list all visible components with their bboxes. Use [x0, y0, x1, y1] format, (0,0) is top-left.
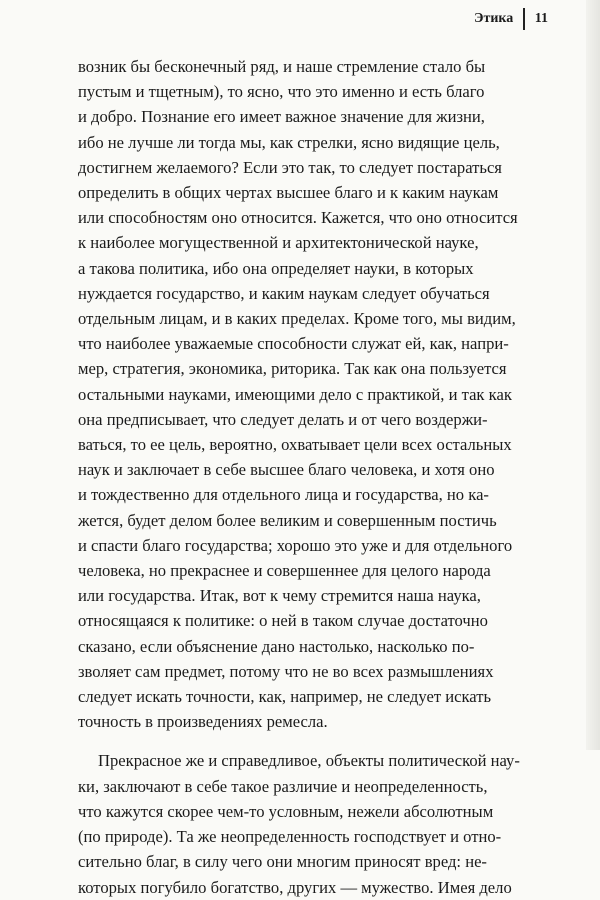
page-edge-shadow — [586, 0, 600, 750]
text-line: ибо не лучше ли тогда мы, как стрелки, ясно видящие цель, — [78, 132, 500, 152]
paragraph-gap — [78, 734, 498, 748]
text-line: следует искать точности, как, например, не следует искать — [78, 687, 492, 707]
running-header — [474, 8, 548, 30]
text-line: она предписывает, что следует делать и от чего воздержи- — [78, 409, 488, 429]
body-text — [78, 54, 520, 900]
text-line: ваться, то ее цель, вероятно, охватывает цели всех остальных — [78, 435, 512, 455]
page-number: 11 — [534, 11, 548, 26]
text-line: жется, будет делом более великим и совершенным постичь — [78, 510, 497, 530]
text-line: что наиболее уважаемые способности служат ей, как, напри- — [78, 334, 509, 354]
text-line: Прекрасное же и справедливое, объекты политической нау- — [98, 751, 520, 771]
text-line: сказано, если объяснение дано настолько, насколько по- — [78, 636, 475, 656]
section-title: Этика — [473, 11, 514, 26]
text-line: точность в произведениях ремесла. — [78, 712, 328, 732]
text-line: что кажутся скорее чем-то условным, нежели абсолютным — [78, 801, 494, 821]
text-line: достигнем желаемого? Если это так, то следует постараться — [78, 157, 502, 177]
text-line: отдельным лицам, и в каких пределах. Кроме того, мы видим, — [78, 309, 516, 329]
paragraph-1 — [78, 54, 518, 734]
text-line: наук и заключает в себе высшее благо человека, и хотя оно — [78, 460, 495, 480]
text-line: и добро. Познание его имеет важное значение для жизни, — [78, 107, 485, 127]
text-line: нуждается государство, и каким наукам следует обучаться — [78, 283, 490, 303]
paragraph-2 — [78, 748, 520, 899]
text-line: пустым и тщетным), то ясно, что это именно и есть благо — [78, 82, 485, 102]
text-line: ки, заключают в себе такое различие и неопределенность, — [78, 776, 488, 796]
header-divider — [523, 8, 525, 30]
text-line: которых погубило богатство, других — мужество. Имея дело — [78, 877, 512, 897]
text-line: возник бы бесконечный ряд, и наше стремление стало бы — [78, 57, 486, 76]
text-line: человека, но прекраснее и совершеннее для целого народа — [78, 561, 491, 581]
text-line: к наиболее могущественной и архитектонической науке, — [78, 233, 479, 253]
text-line: и спасти благо государства; хорошо это уже и для отдельного — [78, 535, 513, 555]
text-line: и тождественно для отдельного лица и государства, но ка- — [78, 485, 489, 505]
text-line: или государства. Итак, вот к чему стремится наша наука, — [78, 586, 481, 606]
text-line: мер, стратегия, экономика, риторика. Так как она пользуется — [78, 359, 507, 379]
text-line: (по природе). Та же неопределенность господствует и отно- — [78, 827, 502, 847]
text-line: определить в общих чертах высшее благо и к каким наукам — [78, 183, 499, 203]
text-line: а такова политика, ибо она определяет науки, в которых — [78, 258, 474, 278]
text-line: или способностям оно относится. Кажется, что оно относится — [78, 208, 518, 228]
text-line: сительно благ, в силу чего они многим приносят вред: не- — [78, 852, 487, 872]
text-line: относящаяся к политике: о ней в таком случае достаточно — [78, 611, 488, 631]
text-line: остальными науками, имеющими дело с практикой, и так как — [78, 384, 512, 404]
text-line: зволяет сам предмет, потому что не во всех размышлениях — [78, 661, 494, 681]
